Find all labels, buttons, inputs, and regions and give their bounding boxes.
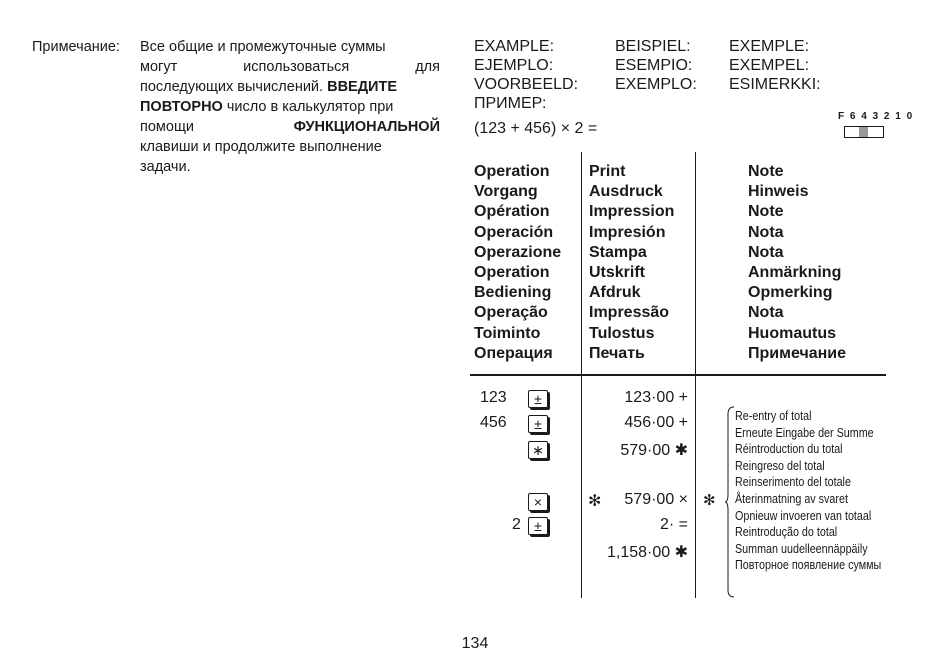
note-header-column [748,162,846,364]
print-header-column [589,162,674,364]
note-list-item: Opnieuw invoeren van totaal [735,508,872,523]
print-header: Stampa [589,243,647,261]
operation-header: Operación [474,223,554,241]
print-header: Impressão [589,304,670,322]
note-list-item: Summan uudelleennäppäily [735,541,868,556]
switch-knob [859,127,868,137]
example-word: ESIMERKKI: [729,76,821,93]
note-line [140,57,440,77]
brace-icon [725,406,735,598]
note-text: помощи [140,119,194,135]
note-header: Opmerking [748,284,833,302]
example-word: ESEMPIO: [615,57,693,74]
print-header: Impression [589,203,675,221]
plus-minus-key: ± [528,517,548,535]
note-line [140,117,440,137]
note-line [140,97,440,117]
note-header: Anmärkning [748,264,842,282]
plus-minus-key: ± [528,390,548,408]
note-line: задачи. [140,159,191,175]
example-word: EJEMPLO: [474,57,554,74]
example-word: EXAMPLE: [474,38,555,55]
note-body [140,37,440,177]
example-formula: (123 + 456) × 2 = [474,120,598,137]
example-col-1 [474,37,578,113]
print-header: Ausdruck [589,183,663,201]
print-header: Afdruk [589,284,641,302]
page-number: 134 [461,635,489,652]
note-bold: ФУНКЦИОНАЛЬНОЙ [293,119,440,135]
note-list-item: Återinmatning av svaret [735,491,848,506]
note-header: Huomautus [748,324,836,342]
note-header: Nota [748,243,784,261]
operation-header: Bediening [474,284,552,302]
multiply-key: × [528,493,548,511]
note-list-item: Erneute Eingabe der Summe [735,425,874,440]
print-value: 579·00 ✱ [620,442,688,459]
operation-header-column [474,162,561,364]
print-value: 1,158·00 ✱ [606,544,688,561]
note-text: число в калькулятор при [226,99,394,115]
switch-indicator [844,126,884,138]
note-line [140,77,440,97]
example-word: EXEMPEL: [729,57,810,74]
note-list-item: Re-entry of total [735,409,812,423]
recall-star-icon: ✻ [588,493,602,510]
print-value: 456·00 + [624,414,688,431]
operation-header: Vorgang [474,183,538,201]
note-bold: ВВЕДИТЕ [327,79,397,95]
example-word: BEISPIEL: [615,38,691,55]
print-header: Impresión [589,223,666,241]
print-header: Utskrift [589,264,646,282]
entry-value: 123 [480,389,507,406]
note-header: Hinweis [748,183,809,201]
note-text: последующих вычислений. [140,79,324,95]
entry-value: 456 [480,414,507,431]
note-list-item: Reintrodução do total [735,525,838,540]
operation-header: Operation [474,264,550,282]
example-word: EXEMPLO: [615,76,697,93]
note-header: Note [748,163,784,180]
example-word: ПРИМЕР: [474,95,547,112]
print-value: 2· = [659,516,688,533]
operation-header: Operação [474,304,548,322]
note-word: могут [140,59,178,75]
note-word: для [415,59,440,75]
print-header: Печать [589,344,645,362]
note-list-item: Réintroduction du total [735,442,843,457]
operation-header: Toiminto [474,324,541,342]
example-col-2 [615,37,697,94]
operation-header: Operazione [474,243,562,261]
example-word: EXEMPLE: [729,38,810,55]
note-list [735,408,881,574]
plus-minus-key: ± [528,415,548,433]
operation-header: Operation [474,163,550,180]
note-header: Примечание [748,344,847,362]
print-value: 123·00 + [624,389,688,406]
note-line: Все общие и промежуточные суммы [140,39,386,55]
note-word: использоваться [243,59,350,75]
switch-label: F 6 4 3 2 1 0 [838,111,914,122]
example-col-3 [729,37,821,94]
total-key: ∗ [528,441,548,459]
note-list-item: Повторное появление суммы [735,558,882,573]
note-header: Nota [748,223,784,241]
header-rule [470,374,886,376]
note-list-item: Reingreso del total [735,458,825,473]
entry-value: 2 [512,516,521,533]
note-label: Примечание: [32,39,120,55]
operation-header: Opération [474,203,550,221]
note-line: клавиши и продолжите выполнение [140,139,382,155]
note-header: Nota [748,304,784,322]
print-header: Tulostus [589,324,655,342]
note-star-icon: ✻ [703,492,716,509]
example-word: VOORBEELD: [474,76,579,93]
operation-header: Операция [474,344,553,362]
print-header: Print [589,163,626,180]
note-header: Note [748,203,784,221]
print-value: 579·00 × [624,491,688,508]
note-list-item: Reinserimento del totale [735,475,851,490]
note-bold: ПОВТОРНО [140,99,223,115]
